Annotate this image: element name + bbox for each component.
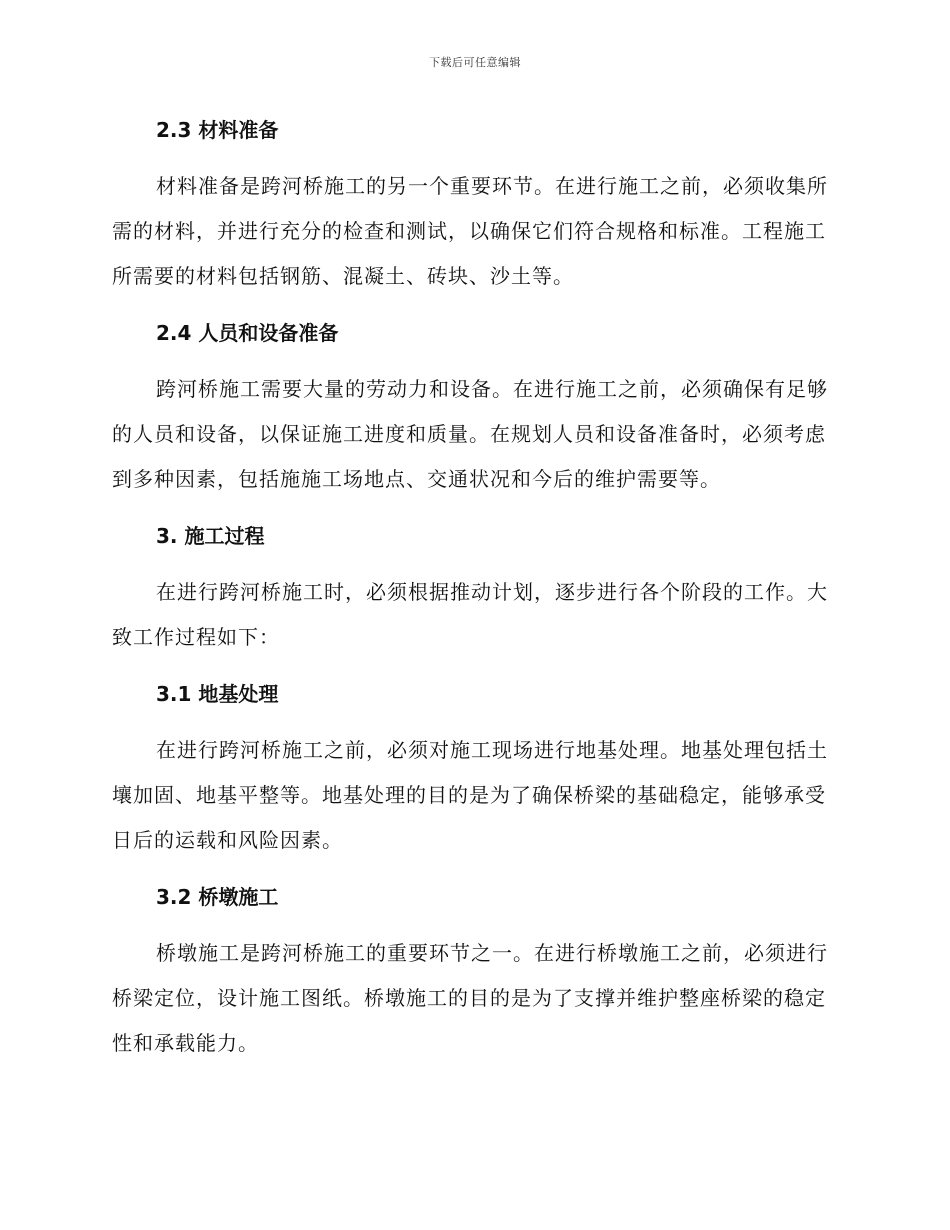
section-2-3 (112, 108, 832, 299)
section-paragraph: 材料准备是跨河桥施工的另一个重要环节。在进行施工之前，必须收集所需的材料，并进行充分的检查和测试，以确保它们符合规格和标准。工程施工所需要的材料包括钢筋、混凝土、砖块、沙土等。 (112, 174, 828, 288)
section-heading: 3.2 桥墩施工 (156, 885, 279, 909)
section-heading: 2.4 人员和设备准备 (156, 321, 339, 345)
section-heading: 2.3 材料准备 (156, 118, 279, 142)
section-heading: 3. 施工过程 (156, 524, 265, 548)
section-heading: 3.1 地基处理 (156, 682, 279, 706)
section-paragraph: 在进行跨河桥施工之前，必须对施工现场进行地基处理。地基处理包括土壤加固、地基平整等。地基处理的目的是为了确保桥梁的基础稳定，能够承受日后的运载和风险因素。 (112, 738, 828, 852)
section-paragraph: 桥墩施工是跨河桥施工的重要环节之一。在进行桥墩施工之前，必须进行桥梁定位，设计施工图纸。桥墩施工的目的是为了支撑并维护整座桥梁的稳定性和承载能力。 (112, 941, 828, 1055)
section-3-1 (112, 672, 832, 863)
document-body (112, 108, 832, 1078)
section-paragraph: 在进行跨河桥施工时，必须根据推动计划，逐步进行各个阶段的工作。大致工作过程如下： (112, 580, 828, 649)
section-2-4 (112, 311, 832, 502)
section-3-2 (112, 875, 832, 1066)
section-paragraph: 跨河桥施工需要大量的劳动力和设备。在进行施工之前，必须确保有足够的人员和设备，以保证施工进度和质量。在规划人员和设备准备时，必须考虑到多种因素，包括施施工场地点、交通状况和今后的维护需要等。 (112, 377, 828, 491)
section-3 (112, 514, 832, 660)
page-header-note: 下载后可任意编辑 (429, 56, 521, 69)
